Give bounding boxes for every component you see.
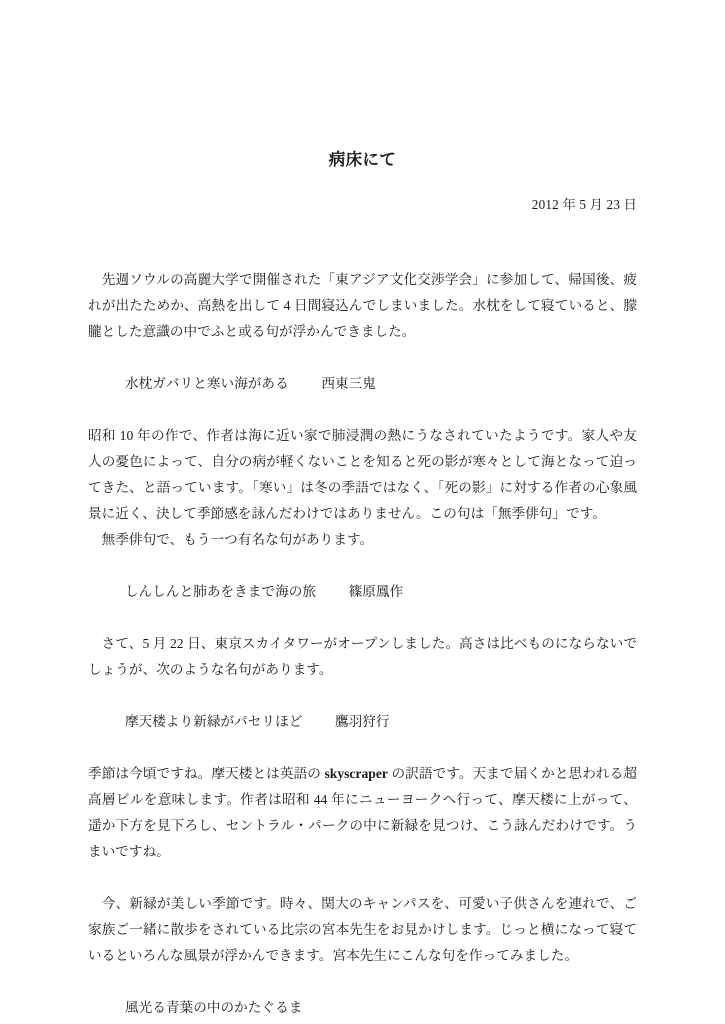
- paragraph-commentary-1: 昭和 10 年の作で、作者は海に近い家で肺浸潤の熱にうなされていたようです。家人や友人の憂色によって、自分の病が軽くないことを知ると死の影が寒々として海となって迫ってきた、と語っています。「寒い」は冬の季語ではなく、「死の影」に対する作者の心象風景に近く、決して季節感を詠んだわけではありません。この句は「無季俳句」です。: [88, 427, 637, 521]
- document-content: [88, 148, 637, 1021]
- spacer-after-date: [88, 215, 637, 267]
- haiku-3-author: 鷹羽狩行: [335, 713, 390, 729]
- page-title: 病床にて: [328, 150, 397, 169]
- haiku-line-3: [88, 709, 637, 735]
- paragraph-skyscraper-part-b: の訳語です。天まで届くかと思われる超高層ビルを意味します。作者は昭和 44 年にニューヨークへ行って、摩天楼に上がって、遥か下方を見下ろし、セントラル・パークの中に新緑を見つけ、こう詠んだわけです。うまいですね。: [88, 765, 637, 859]
- paragraph-commentary-2: 無季俳句で、もう一つ有名な句があります。: [88, 531, 374, 547]
- spacer-before-haiku-2: [88, 553, 637, 579]
- paragraph-intro: 先週ソウルの高麗大学で開催された「東アジア文化交渉学会」に参加して、帰国後、疲れが出たためか、高熱を出して 4 日間寝込んでしまいました。水枕をして寝ていると、朦朧とした意識の中でふと或る句が浮かんできました。: [88, 271, 637, 339]
- spacer-after-haiku-2: [88, 605, 637, 631]
- paragraph-skytree: さて、5 月 22 日、東京スカイタワーがオープンしました。高さは比べものにならないでしょうが、次のような名句があります。: [88, 635, 637, 677]
- haiku-1-author: 西東三鬼: [321, 375, 376, 391]
- haiku-4-author: [302, 1000, 335, 1015]
- spacer-after-haiku-1: [88, 397, 637, 423]
- haiku-2-text: しんしんと肺あをきまで海の旅: [125, 583, 317, 599]
- haiku-3-text: 摩天楼より新緑がパセリほど: [125, 713, 303, 729]
- haiku-2-author: 篠原鳳作: [348, 583, 404, 599]
- spacer-before-final-paragraph: [88, 865, 637, 891]
- spacer-before-haiku-3: [88, 683, 637, 709]
- paragraph-skyscraper-part-a: 季節は今頃ですね。摩天楼とは英語の: [88, 765, 325, 781]
- skyscraper-term: skyscraper: [324, 765, 388, 781]
- haiku-4-text: 風光る青葉の中のかたぐるま: [125, 999, 303, 1015]
- haiku-line-2: [88, 579, 637, 605]
- haiku-line-1: [88, 371, 637, 397]
- spacer-after-haiku-3: [88, 735, 637, 761]
- paragraph-skyscraper: [88, 761, 637, 865]
- spacer-before-haiku-1: [88, 345, 637, 371]
- spacer-before-haiku-4: [88, 969, 637, 995]
- haiku-line-4: [88, 995, 637, 1021]
- paragraph-closing: 今、新緑が美しい季節です。時々、関大のキャンパスを、可愛い子供さんを連れで、ご家族ご一緒に散歩をされている比宗の宮本先生をお見かけします。じっと横になって寝ているといろんな風景が浮かんできます。宮本先生にこんな句を作ってみました。: [88, 895, 637, 963]
- haiku-1-text: 水枕ガバリと寒い海がある: [125, 375, 289, 391]
- document-date: 2012 年 5 月 23 日: [531, 197, 637, 213]
